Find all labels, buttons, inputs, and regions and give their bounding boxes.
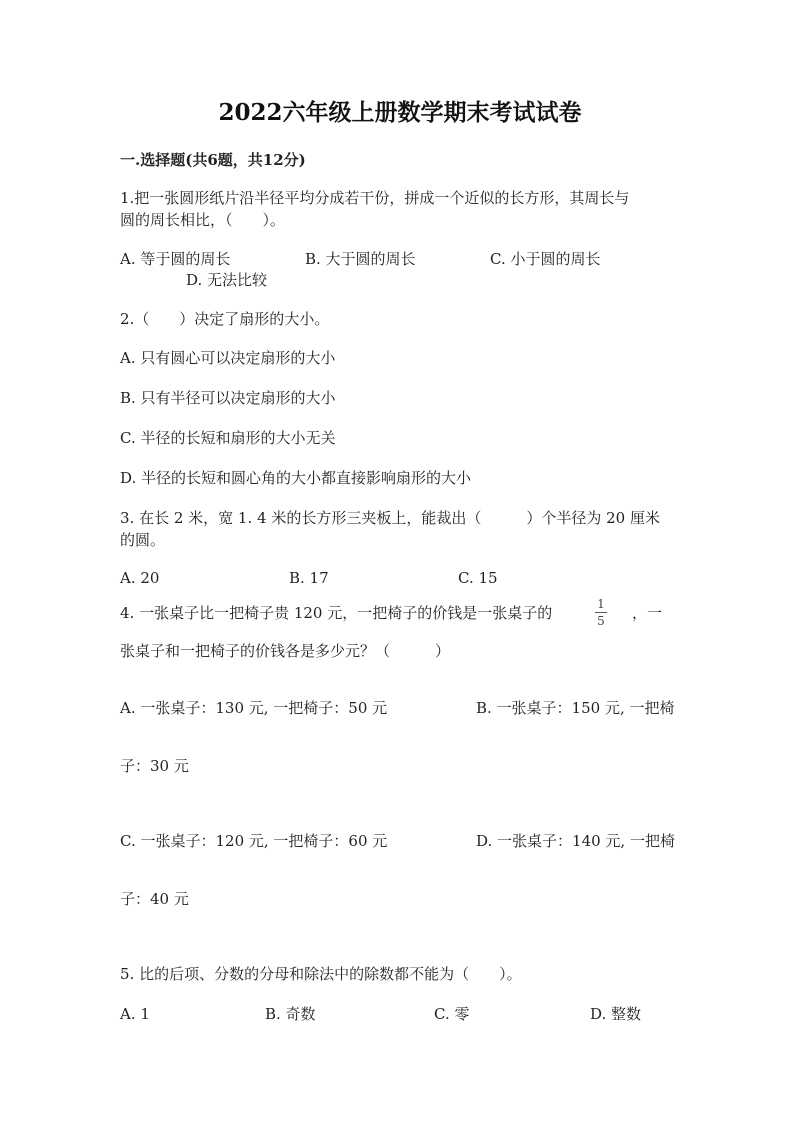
section-heading: 一.选择题(共6题，共12分) — [120, 151, 306, 169]
q1-stem-line1: 1.把一张圆形纸片沿半径平均分成若干份，拼成一个近似的长方形，其周长与 — [120, 189, 630, 207]
q1-option-c: C. 小于圆的周长 — [490, 250, 601, 268]
q5-option-c: C. 零 — [434, 1005, 470, 1023]
q4-option-b-line2: 子：30 元 — [120, 757, 189, 775]
q2-stem: 2.（ ）决定了扇形的大小。 — [120, 310, 330, 328]
q4-fraction-denominator: 5 — [597, 614, 605, 628]
q3-stem-line2: 的圆。 — [120, 531, 166, 549]
exam-title: 2022六年级上册数学期末考试试卷 — [218, 99, 582, 126]
q4-option-b-line1: B. 一张桌子：150 元, 一把椅 — [476, 699, 675, 717]
q1-option-d: D. 无法比较 — [186, 271, 268, 289]
q4-option-c: C. 一张桌子：120 元, 一把椅子：60 元 — [120, 832, 388, 850]
q2-option-b: B. 只有半径可以决定扇形的大小 — [120, 389, 336, 407]
q3-stem-line1: 3. 在长 2 米，宽 1. 4 米的长方形三夹板上，能裁出（ ）个半径为 20 厘米 — [120, 509, 660, 527]
q4-option-a: A. 一张桌子：130 元, 一把椅子：50 元 — [120, 699, 388, 717]
q1-stem-line2: 圆的周长相比，（ ）。 — [120, 211, 286, 229]
q1-option-b: B. 大于圆的周长 — [305, 250, 416, 268]
q2-option-d: D. 半径的长短和圆心角的大小都直接影响扇形的大小 — [120, 469, 472, 487]
q5-option-d: D. 整数 — [590, 1005, 642, 1023]
q1-option-a: A. 等于圆的周长 — [120, 250, 231, 268]
q4-fraction-numerator: 1 — [597, 597, 605, 611]
q4-stem-line1: 4. 一张桌子比一把椅子贵 120 元，一把椅子的价钱是一张桌子的 — [120, 604, 553, 622]
q5-option-a: A. 1 — [120, 1005, 150, 1023]
q4-fraction — [593, 597, 609, 628]
q4-option-d-line1: D. 一张桌子：140 元, 一把椅 — [476, 832, 675, 850]
q3-option-c: C. 15 — [458, 569, 498, 587]
q2-option-c: C. 半径的长短和扇形的大小无关 — [120, 429, 336, 447]
q4-option-d-line2: 子：40 元 — [120, 890, 189, 908]
q4-stem-line1-end: ，一 — [632, 604, 663, 622]
q3-option-a: A. 20 — [120, 569, 160, 587]
q4-fraction-bar — [595, 612, 607, 613]
q2-option-a: A. 只有圆心可以决定扇形的大小 — [120, 349, 336, 367]
q4-stem-line2: 张桌子和一把椅子的价钱各是多少元？（ ） — [120, 642, 451, 660]
q5-option-b: B. 奇数 — [265, 1005, 316, 1023]
q5-stem: 5. 比的后项、分数的分母和除法中的除数都不能为（ ）。 — [120, 965, 522, 983]
q3-option-b: B. 17 — [289, 569, 329, 587]
